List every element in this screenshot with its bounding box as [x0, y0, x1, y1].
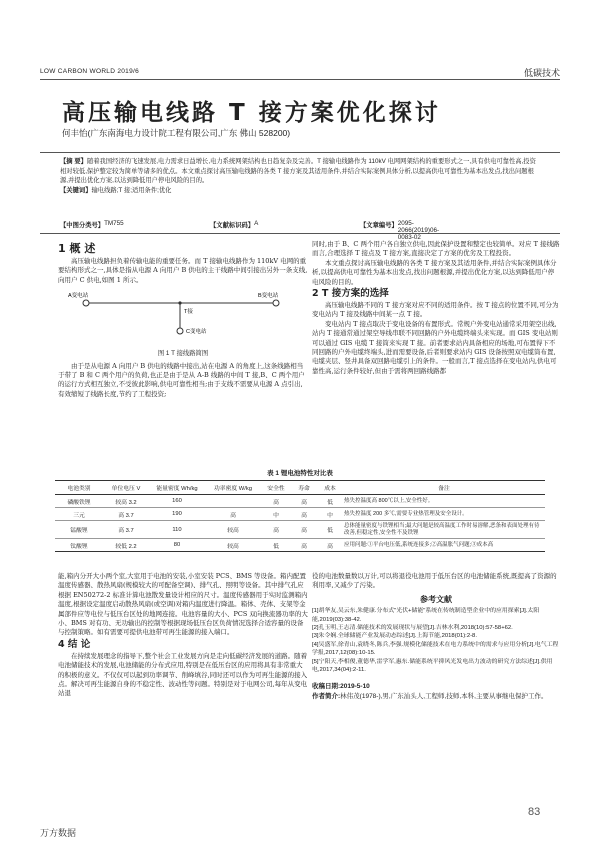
reference-item: [3]朱令娴.全球储能产业发展动态综述[J].上海节能,2018(01):2-8. — [312, 633, 477, 640]
table-cell: 较高 — [205, 521, 261, 539]
t-point — [178, 302, 181, 305]
left-column-lower — [58, 572, 308, 699]
table-cell: 磷酸铁锂 — [55, 495, 103, 508]
lower-left-paragraph-1: 能,箱内分开大小两个室,大室用于电池的安装,小室安装 PCS、BMS 等设备。箱内配置温度传感器、散热风扇(规模较大的可配备空调)、排气孔、照明等设备。其中排气孔应根据 EN50272-2 标准计算电池散发量设计相应的尺寸。温度传感器用于实时监测箱内温度,根据设定温度启动散热风扇(或空调)对箱内温度进行降温。箱体、壳体、支架等金属部件应等电位与低压台区处的地网连接。电池容量的大小、PCS 双向换流器功率的大小、BMS 对有功、无功输出的控制等根据现场低压台区负荷情况选择合适容量的设备与控制策略。如有需要可提供电池带可再生能源的接入端口。 — [58, 572, 308, 637]
left-column-upper — [58, 240, 308, 399]
table-cell: 高 — [291, 539, 317, 552]
section-4-heading: 4 结 论 — [58, 638, 91, 650]
journal-name: LOW CARBON WORLD 2019/6 — [40, 68, 140, 75]
table-cell: 低 — [317, 495, 343, 508]
abstract-text: 随着我国经济的飞速发展,电力需求日益增长,电力系统网架结构也日趋复杂及完善。T 接输电线路作为 110kV 电网网架结构的重要形式之一,具有供电可靠性高,投资相对较低,保护整定较为简单等诸多的优点。本文重点探讨高压输电线路的各类 T 接方案及其适用条件,并结合实际案例具体分析,以提高供电可靠性为基本出发点,找出问题根源,并提出优化方案,以达到降低用户停电风险的目的。 — [60, 158, 536, 184]
section-1-paragraph-2: 由于是从电源 A 向用户 B 供电的线路中接出,站在电源 A 的角度上,这条线路相当于带了 B 和 C 两个用户的负荷,也正是由于是从 A-B 线路的中间 T 接,B、C 两个用户的运行方式相互独立,不受彼此影响,供电可靠性相当;由于支线不需要从电源 A 点引出,有效缩短了线路长度,节约了工程投资; — [58, 361, 305, 398]
figure-1 — [58, 289, 308, 347]
table-header: 单位电压 V — [103, 481, 149, 495]
reference-item: [1]胡华友,吴云东,朱健康.分布式"光伏+储能"系统在传统制造型企业中的应用探索[J].太阳能,2019(03):38-42. — [312, 608, 540, 623]
doc-code-value: A — [254, 220, 259, 227]
table-cell: 三元 — [55, 508, 103, 521]
table-row — [55, 495, 545, 508]
author-line: 何丰怡(广东南海电力设计院工程有限公司,广东 佛山 528200) — [62, 128, 291, 138]
right-paragraph-1: 同时,由于 B、C 两个用户各自独立供电,因此保护设置和整定也较简单。对应 T 接线路而言,合理选择 T 接点及 T 接方案,直接决定了方案的优劣及工程投资。 — [312, 240, 560, 258]
table-cell: 160 — [149, 495, 205, 508]
section-2-heading: 2 T 接方案的选择 — [312, 288, 389, 300]
article-title: 高压输电线路 T 接方案优化探讨 — [62, 100, 441, 126]
table-cell: 低 — [261, 539, 291, 552]
table-cell: 总体能量密度与铁锂相当;最大问题是较高温度工作时易溶解,恶条和表面处理有待改善,但稳定性,安全性不及铁锂 — [343, 521, 545, 539]
label-b: B变电站 — [258, 293, 279, 300]
table-cell: 高 — [261, 521, 291, 539]
table-caption: 表 1 锂电池特性对比表 — [267, 470, 333, 477]
abstract — [40, 153, 560, 195]
abstract-box — [40, 152, 560, 241]
label-c: C变电站 — [186, 329, 207, 336]
figure-1-caption: 图 1 T 接线路简图 — [157, 350, 209, 358]
table-header: 寿命 — [291, 481, 317, 495]
right-paragraph-3: 高压输电线路不同的 T 接方案对应不同的适用条件。按 T 接点的位置不同,可分为变电站内 T 接及线路中间某一点 T 接。 — [312, 301, 559, 319]
table-cell: 低 — [317, 521, 343, 539]
table-header: 功率密度 W/kg — [205, 481, 261, 495]
table-cell: 高 — [205, 508, 261, 521]
running-header — [40, 66, 560, 80]
table-header: 电池类别 — [55, 481, 103, 495]
table-cell — [205, 495, 261, 508]
right-paragraph-4: 变电站内 T 接点取决于变电设备的布置形式。常规户外变电站通常采用架空出线,站内 T 接通常通过架空导线串联不同回路的户外电缆终端头来实现。而 GIS 变电站则可以通过 GIS 电缆 T 接筒来实现 T 接。前者要求站内具备相应的场地,可布置得下不同回路的户外电缆终端头,进而需要设备,后者则要求站内 GIS 设备按照双电缆筒布置,电缆夹层、竖井具备双回路电缆引上的条件。一般而言,T 接点选择在变电站内,供电可靠性高,运行条件较好,但由于需将两回路线路都 — [312, 319, 558, 375]
table-cell: 锰酸锂 — [55, 521, 103, 539]
table-header-row — [55, 481, 545, 495]
table-cell: 较高 — [205, 539, 261, 552]
table-cell: 80 — [149, 539, 205, 552]
clc-value: TM755 — [104, 220, 124, 227]
received-date — [312, 682, 560, 692]
right-column-lower — [312, 572, 560, 701]
table-cell: 高 — [317, 539, 343, 552]
label-t: T接 — [184, 309, 193, 316]
node-b — [273, 300, 279, 306]
right-column-upper — [312, 240, 560, 376]
section-1-paragraph-1: 高压输电线路担负着传输电能的重要任务。而 T 接输电线路作为 110kV 电网的重要结构形式之一,具体是指从电源 A 向用户 B 供电的主干线路中间引接出另外一条支线,向用户 C 供电,如图 1 所示。 — [58, 257, 308, 284]
table-cell: 190 — [149, 508, 205, 521]
battery-comparison-table — [55, 480, 545, 552]
node-a — [83, 300, 89, 306]
table-cell: 较高 3.2 — [103, 495, 149, 508]
label-a: A变电站 — [68, 293, 89, 300]
table-row — [55, 521, 545, 539]
table-header: 成本 — [317, 481, 343, 495]
table-cell: 热失控温度 200 多℃,需要专业热管理及安全设计。 — [343, 508, 545, 521]
table-cell: 中 — [261, 508, 291, 521]
keywords-label: 【关键词】 — [60, 186, 92, 194]
table-cell: 钛酸锂 — [55, 539, 103, 552]
references-heading: 参考文献 — [420, 594, 452, 604]
clc-label: 【中图分类号】 — [60, 222, 105, 229]
lower-right-paragraph-1: 役的电池数量数以万计,可以将退役电池用于低压台区的电池储能系统,既提高了资源的利用率,又减少了污染。 — [312, 572, 557, 590]
table-cell: 110 — [149, 521, 205, 539]
author-bio — [312, 692, 560, 702]
table-cell: 较低 2.2 — [103, 539, 149, 552]
received-date-text: 收稿日期:2019-5-10 — [312, 683, 370, 691]
author-bio-text: 林伟茂(1978-),男,广东汕头人,工程师,技师,本科,主要从事继电保护工作。 — [340, 692, 548, 700]
table-header: 备注 — [343, 481, 545, 495]
article-no-label: 【文章编号】 — [360, 222, 398, 229]
table-cell: 高 — [291, 495, 317, 508]
watermark: 万方数据 — [40, 828, 77, 838]
table-cell: 高 — [261, 495, 291, 508]
table-cell: 中 — [317, 508, 343, 521]
table-row — [55, 508, 545, 521]
article-no-value: 2095-2066(2019)06-0083-02 — [397, 220, 440, 241]
table-cell: 高 — [291, 508, 317, 521]
section-1-heading: 1 概 述 — [58, 242, 96, 255]
reference-item: [2]孔玉明,王志清.储能技术的发展现状与展望[J].吉林水利,2018(10):57-58+62. — [312, 625, 513, 632]
keywords: 输电线路;T 接;适用条件;优化 — [91, 186, 172, 194]
reference-item: [4]吴盛军,徐青山,袁晓冬,陈兵,李强.规模化储能技术在电力系统中的需求与应用分析[J].电气工程学报,2017,12(08):10-15. — [312, 641, 559, 657]
table-header: 能量密度 Wh/kg — [149, 481, 205, 495]
classification-row — [60, 220, 540, 241]
table-header: 安全性 — [261, 481, 291, 495]
reference-item: [5]宁阳天,李相俊,董德华,雷学军,惠东.储能系统平抑风光发电出力波动的研究方法综述[J].供用电,2017,34(04):2-11. — [312, 658, 553, 674]
page-number: 83 — [528, 806, 541, 818]
table-cell: 高 — [291, 521, 317, 539]
right-paragraph-2: 本文重点探讨高压输电线路的各类 T 接方案及其适用条件,并结合实际案例具体分析,以提高供电可靠性为基本出发点,找出问题根源,并提出优化方案,以达到降低用户停电风险的目的。 — [312, 258, 557, 286]
t-line-diagram — [58, 289, 308, 347]
node-c — [177, 328, 183, 334]
table-cell: 高 3.7 — [103, 521, 149, 539]
table-cell: 应用问题:①平台电压低,系统连接多;②高温胀气问题;③成本高 — [343, 539, 545, 552]
table-1 — [55, 468, 545, 552]
table-cell: 热失控温度高 800℃以上,安全性好。 — [343, 495, 545, 508]
doc-code-label: 【文献标识码】 — [210, 222, 255, 229]
author-bio-label: 作者简介: — [312, 692, 341, 700]
column-name: 低碳技术 — [523, 68, 560, 78]
lower-left-paragraph-2: 在持续发展理念的指导下,整个社会工业发展方向是走向低碳经济发展的道路。随着电池储能技术的发展,电池储能的分布式应用,特别是在低压台区的应用将具有非常重大的积极的意义。不仅仅可以起到功率调节、削峰填谷,同时还可以作为可再生能源的接入点。解决可再生能源自身的不稳定性、波动性等问题。特别是对于电网公司,每年从变电站退 — [58, 651, 308, 698]
table-cell: 高 3.7 — [103, 508, 149, 521]
abstract-label: 【摘 要】 — [60, 158, 87, 165]
table-row — [55, 539, 545, 552]
